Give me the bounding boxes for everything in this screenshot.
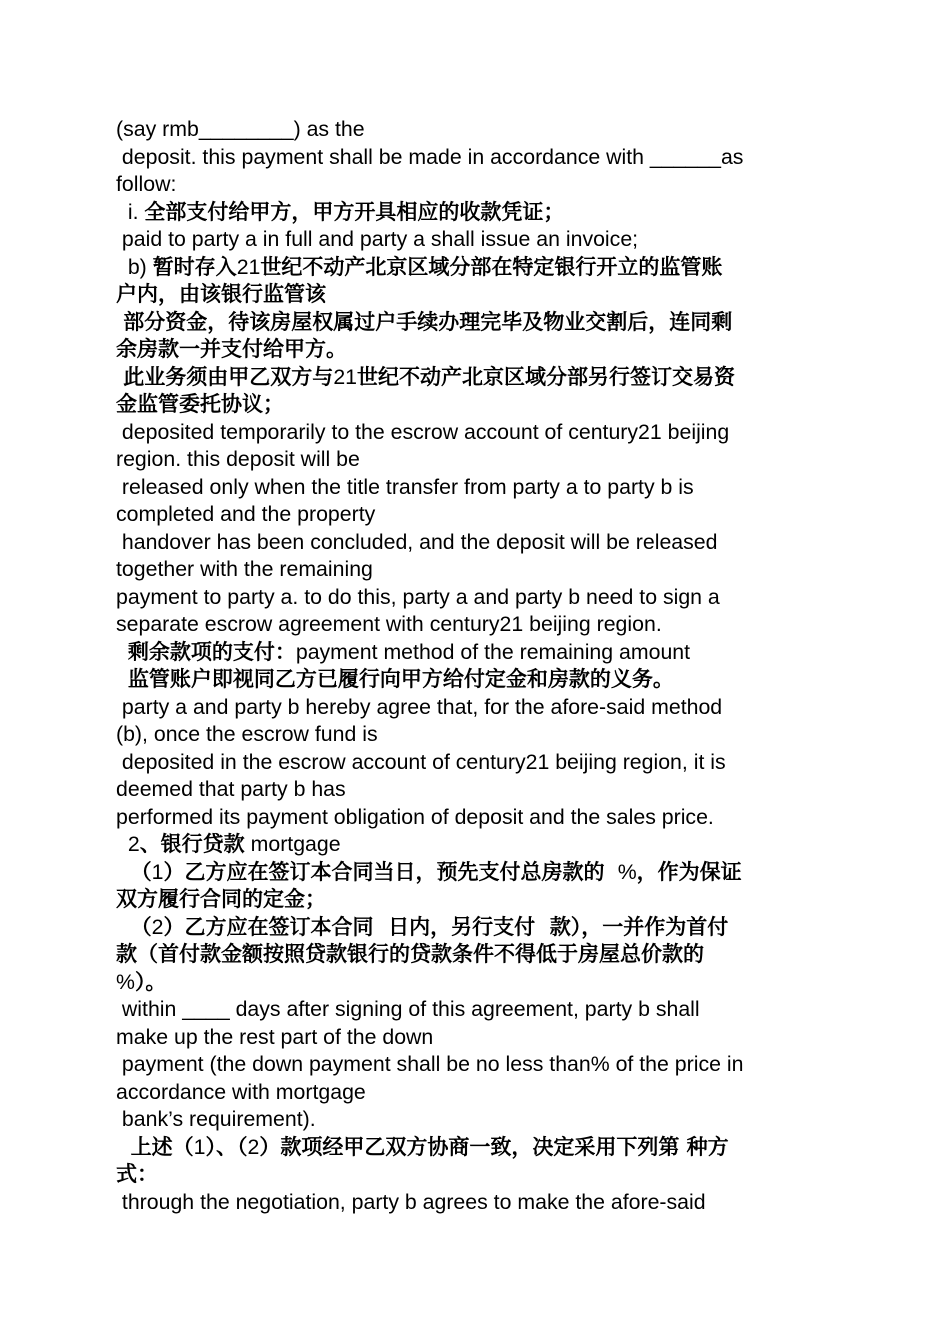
english-text: payment to party a. to do this, party a and party b need to sign a [116, 584, 720, 609]
text-line [116, 1051, 834, 1079]
text-line [116, 749, 834, 777]
english-text: region. this deposit will be [116, 447, 360, 471]
english-text: payment method of the remaining amount [295, 639, 691, 664]
text-line [116, 914, 834, 942]
english-text: 2 [247, 1134, 260, 1159]
text-line [116, 941, 834, 969]
text-line [116, 969, 834, 997]
english-text: deposited in the escrow account of century21 beijing region, it is [116, 749, 726, 774]
text-line [116, 804, 834, 832]
chinese-text: 式： [116, 1162, 158, 1186]
english-text: deemed that party b has [116, 777, 346, 801]
text-line [116, 776, 834, 804]
text-line [116, 556, 834, 584]
english-text: 21 [236, 254, 261, 279]
text-line [116, 639, 834, 667]
text-line [116, 501, 834, 529]
text-line [116, 1189, 834, 1217]
text-line [116, 474, 834, 502]
text-line [116, 254, 834, 282]
english-text: completed and the property [116, 502, 376, 526]
text-line [116, 584, 834, 612]
chinese-text: 金监管委托协议； [116, 392, 284, 416]
english-text: make up the rest part of the down [116, 1024, 434, 1049]
text-line [116, 1134, 834, 1162]
chinese-text: ，作为保证 [636, 859, 742, 884]
english-text: 2 [116, 832, 140, 856]
english-text: follow: [116, 172, 177, 196]
text-line [116, 336, 834, 364]
english-text: within ____ days after signing of this agreement, party b shall [116, 997, 700, 1021]
text-line [116, 529, 834, 557]
text-line [116, 996, 834, 1024]
chinese-text: 户内，由该银行监管该 [116, 282, 326, 306]
chinese-text: 双方履行合同的定金； [116, 887, 326, 911]
chinese-text: ）乙方应在签订本合同当日，预先支付总房款的 [163, 859, 612, 884]
chinese-text: 世纪不动产北京区域分部在特定银行开立的监管账 [260, 254, 723, 279]
chinese-text: 暂时存入 [152, 254, 237, 279]
english-text: paid to party a in full and party a shall issue an invoice; [116, 227, 639, 251]
english-text: payment (the down payment shall be no less than% of the price in [116, 1052, 744, 1076]
english-text: 1 [151, 859, 164, 884]
chinese-text: 上述（ [116, 1134, 194, 1159]
text-line [116, 611, 834, 639]
english-text [116, 640, 128, 664]
english-text: mortgage [244, 832, 341, 856]
english-text: released only when the title transfer from party a to party b is [116, 474, 694, 499]
text-line [116, 1106, 834, 1134]
english-text: through the negotiation, party b agrees to make the afore-said [116, 1189, 706, 1214]
english-text: (say rmb________) as the [116, 117, 365, 141]
text-line [116, 666, 834, 694]
text-line [116, 1079, 834, 1107]
text-line [116, 446, 834, 474]
chinese-text: 剩余款项的支付： [127, 639, 296, 664]
text-line [116, 694, 834, 722]
english-text: deposit. this payment shall be made in accordance with ______as [116, 144, 744, 169]
english-text [116, 667, 128, 691]
english-text: (b), once the escrow fund is [116, 722, 378, 746]
english-text: together with the remaining [116, 557, 373, 581]
text-line [116, 226, 834, 254]
english-text: accordance with mortgage [116, 1079, 366, 1104]
english-text: separate escrow agreement with century21 beijing region. [116, 612, 662, 636]
chinese-text: ）款项经甲乙双方协商一致，决定采用下列第 种方 [259, 1134, 729, 1159]
english-text: bank’s requirement). [116, 1107, 316, 1131]
text-line [116, 391, 834, 419]
english-text: b) [116, 254, 153, 279]
chinese-text: （ [116, 914, 152, 939]
chinese-text: ）、（ [205, 1134, 248, 1159]
text-line [116, 281, 834, 309]
text-line [116, 199, 834, 227]
english-text: party a and party b hereby agree that, for the afore-said method [116, 694, 723, 719]
text-line [116, 859, 834, 887]
text-line [116, 1161, 834, 1189]
chinese-text: 监管账户即视同乙方已履行向甲方给付定金和房款的义务。 [127, 667, 674, 691]
chinese-text: ）。 [134, 969, 167, 994]
chinese-text: 全部支付给甲方，甲方开具相应的收款凭证； [144, 199, 565, 224]
chinese-text: 余房款一并支付给甲方。 [116, 337, 347, 361]
english-text: 1 [193, 1134, 206, 1159]
text-line [116, 364, 834, 392]
english-text: % [611, 859, 637, 884]
english-text: i. [116, 199, 145, 224]
text-line [116, 171, 834, 199]
chinese-text: ）乙方应在签订本合同 日内，另行支付 款），一并作为首付 [163, 914, 729, 939]
document-body [116, 116, 834, 1216]
english-text: performed its payment obligation of deposit and the sales price. [116, 804, 714, 829]
english-text: 21 [333, 364, 358, 389]
english-text: deposited temporarily to the escrow account of century21 beijing [116, 419, 730, 444]
chinese-text: 款（首付款金额按照贷款银行的贷款条件不得低于房屋总价款的 [116, 942, 704, 966]
chinese-text: 部分资金，待该房屋权属过户手续办理完毕及物业交割后，连同剩 [116, 309, 733, 334]
text-line [116, 419, 834, 447]
text-line [116, 831, 834, 859]
text-line [116, 1024, 834, 1052]
text-line [116, 144, 834, 172]
text-line [116, 886, 834, 914]
chinese-text: 、银行贷款 [139, 832, 245, 856]
english-text: 2 [151, 914, 164, 939]
text-line [116, 721, 834, 749]
english-text: % [116, 969, 135, 994]
text-line [116, 309, 834, 337]
chinese-text: 此业务须由甲乙双方与 [116, 364, 334, 389]
text-line [116, 116, 834, 144]
chinese-text: 世纪不动产北京区域分部另行签订交易资 [357, 364, 736, 389]
english-text: handover has been concluded, and the deposit will be released [116, 529, 718, 554]
chinese-text: （ [116, 859, 152, 884]
